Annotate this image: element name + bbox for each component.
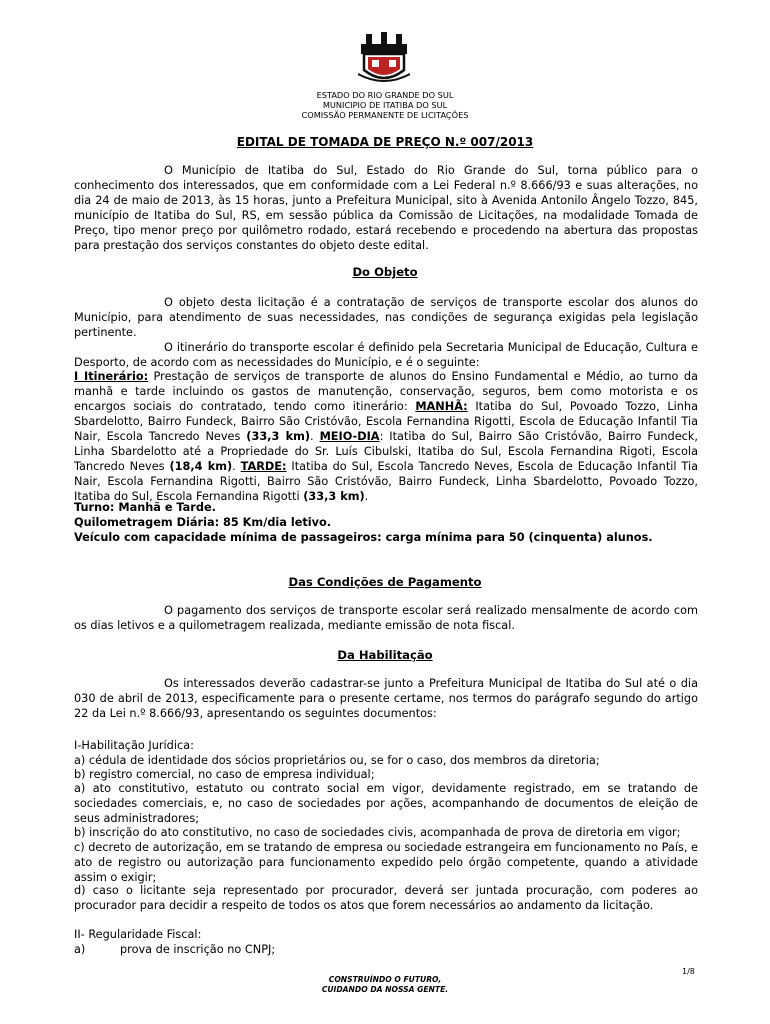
afternoon-distance: (33,3 km) <box>303 490 365 503</box>
page-number: 1/8 <box>682 967 695 976</box>
list-item: a) ato constitutivo, estatuto ou contrato social em vigor, devidamente registrado, em se tratando de sociedades comerciais, e, no caso de sociedades por ações, acompanhando de documentos de eleição de seus administradores; <box>74 782 698 825</box>
section-heading-habilitacao: Da Habilitação <box>337 648 433 662</box>
footer-motto-line-1: CONSTRUÍNDO O FUTURO, <box>328 975 442 984</box>
document-title: EDITAL DE TOMADA DE PREÇO N.º 007/2013 <box>236 135 534 149</box>
list-item: c) decreto de autorização, em se tratando de empresa ou sociedade estrangeira em funcionamento no País, e ato de registro ou autorização para funcionamento expedido pelo órgão competente, quando a atividade assim o exigir; <box>74 841 698 884</box>
midday-distance: (18,4 km) <box>169 460 233 473</box>
list-item: b) registro comercial, no caso de empresa individual; <box>74 768 375 781</box>
itinerary-label: I Itinerário: <box>74 370 149 383</box>
objeto-paragraph-2: O itinerário do transporte escolar é definido pela Secretaria Municipal de Educação, Cultura e Desporto, de acordo com as necessidades do Município, e é o seguinte: <box>74 341 698 369</box>
section-heading-objeto: Do Objeto <box>352 265 418 279</box>
habilitacao-paragraph: Os interessados deverão cadastrar-se junto a Prefeitura Municipal de Itatiba do Sul até o dia 030 de abril de 2013, especificamente para o presente certame, nos termos do parágrafo segundo do artigo 22 da Lei n.º 8.666/93, apresentando os seguintes documentos: <box>74 677 698 720</box>
morning-label: MANHÃ: <box>415 400 468 413</box>
pagamento-paragraph: O pagamento dos serviços de transporte escolar será realizado mensalmente de acordo com os dias letivos e a quilometragem realizada, mediante emissão de nota fiscal. <box>74 604 698 632</box>
header-municipality: MUNICIPIO DE ITATIBA DO SUL <box>322 100 448 110</box>
afternoon-label: TARDE: <box>240 460 287 473</box>
shift-line: Turno: Manhã e Tarde. <box>74 501 216 514</box>
list-item: a) cédula de identidade dos sócios proprietários ou, se for o caso, dos membros da diretoria; <box>74 754 600 767</box>
itinerary-paragraph: I Itinerário: Prestação de serviços de transporte de alunos do Ensino Fundamental e Médio, ao turno da manhã e tarde incluindo os gastos de manutenção, conservação, seguros, bem como motorista e os encargos sociais do contratado, tendo como itinerário: MANHÃ: Itatiba do Sul, Povoado Tozzo, Linha Sbardelotto, Bairro Fundeck, Bairro São Cristóvão, Escola Fernandina Rigotti, Escola de Educação Infantil Tia Nair, Escola Tancredo Neves (33,3 km). MEIO-DIA: Itatiba do Sul, Bairro São Cristóvão, Bairro Fundeck, Linha Sbardelotto até a Propriedade do Sr. Luís Cibulski, Itatiba do Sul, Escola Fernandina Rigoti, Escola Tancredo Neves (18,4 km). TARDE: Itatiba do Sul, Escola Tancredo Neves, Escola de Educação Infantil Tia Nair, Escola Fernandina Rigotti, Bairro São Cristóvão, Bairro Fundeck, Linha Sbardelotto, Povoado Tozzo, Itatiba do Sul, Escola Fernandina Rigotti (33,3 km). <box>74 370 699 503</box>
footer-motto-line-2: CUIDANDO DA NOSSA GENTE. <box>321 985 449 994</box>
header-state: ESTADO DO RIO GRANDE DO SUL <box>316 90 454 100</box>
afternoon-route: Itatiba do Sul, Escola Tancredo Neves, Escola de Educação Infantil Tia Nair, Escola Fernandina Rigotti, Bairro São Cristóvão, Bairro Fundeck, Linha Sbardelotto, Povoado Tozzo, Itatiba do Sul, Escola Fernandina Rigotti <box>74 460 699 503</box>
list-item-marker: a) <box>74 943 86 956</box>
midday-route: : Itatiba do Sul, Bairro São Cristóvão, Bairro Fundeck, Linha Sbardelotto até a Propriedade do Sr. Luís Cibulski, Itatiba do Sul, Escola Fernandina Rigoti, Escola Tancredo Neves <box>74 430 698 473</box>
itinerary-text: Prestação de serviços de transporte de alunos do Ensino Fundamental e Médio, ao turno da manhã e tarde incluindo os gastos de manutenção, conservação, seguros, bem como motorista e os encargos sociais do contratado, tendo como itinerário: <box>74 370 699 413</box>
list-item-text: prova de inscrição no CNPJ; <box>120 943 276 956</box>
section-heading-pagamento: Das Condições de Pagamento <box>288 575 482 589</box>
header-commission: COMISSÃO PERMANENTE DE LICITAÇÕES <box>301 110 469 120</box>
daily-mileage-line: Quilometragem Diária: 85 Km/dia letivo. <box>74 516 332 529</box>
regularidade-fiscal-heading: II- Regularidade Fiscal: <box>74 928 202 941</box>
list-item: b) inscrição do ato constitutivo, no caso de sociedades civis, acompanhada de prova de diretoria em vigor; <box>74 826 681 839</box>
vehicle-capacity-line: Veículo com capacidade mínima de passageiros: carga mínima para 50 (cinquenta) alunos. <box>74 531 653 544</box>
municipal-coat-of-arms-icon <box>358 30 410 86</box>
midday-label: MEIO-DIA <box>319 430 380 443</box>
morning-route: Itatiba do Sul, Povoado Tozzo, Linha Sbardelotto, Bairro Fundeck, Bairro São Cristóvão, Escola Fernandina Rigotti, Escola de Educação Infantil Tia Nair, Escola Tancredo Neves <box>74 400 698 443</box>
intro-paragraph: O Município de Itatiba do Sul, Estado do Rio Grande do Sul, torna público para o conhecimento dos interessados, que em conformidade com a Lei Federal n.º 8.666/93 e suas alterações, no dia 24 de maio de 2013, às 15 horas, junto a Prefeitura Municipal, sito à Avenida Antonilo Ângelo Tozzo, 845, município de Itatiba do Sul, RS, em sessão pública da Comissão de Licitações, na modalidade Tomada de Preço, tipo menor preço por quilômetro rodado, estará recebendo e procedendo na abertura das propostas para prestação dos serviços constantes do objeto deste edital. <box>74 164 698 252</box>
objeto-paragraph-1: O objeto desta licitação é a contratação de serviços de transporte escolar dos alunos do Município, para atendimento de suas necessidades, nas condições de segurança exigidas pela legislação pertinente. <box>74 296 698 339</box>
list-item <box>74 942 698 957</box>
list-item: d) caso o licitante seja representado por procurador, deverá ser juntada procuração, com poderes ao procurador para decidir a respeito de todos os atos que forem necessários ao andamento da licitação. <box>74 884 698 912</box>
morning-distance: (33,3 km) <box>246 430 311 443</box>
habilitacao-juridica-heading: I-Habilitação Jurídica: <box>74 739 194 752</box>
